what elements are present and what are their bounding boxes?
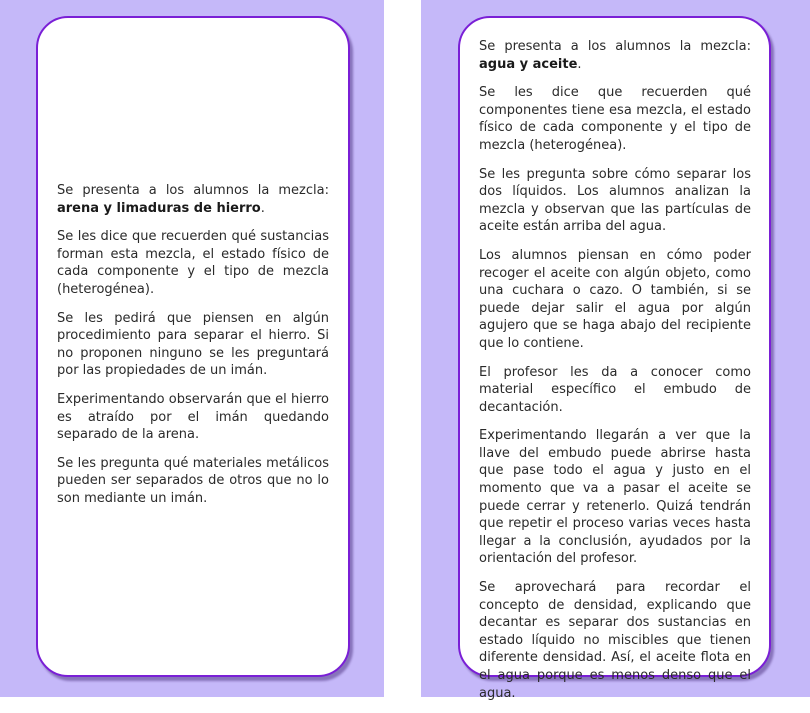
right-card-content	[479, 38, 751, 713]
right-paragraph-2: Se les dice que recuerden qué componentes tiene esa mezcla, el estado físico de cada componente y el tipo de mezcla (heterogénea).	[479, 85, 751, 153]
left-card-content	[57, 182, 329, 519]
right-card	[458, 16, 771, 701]
left-paragraph-1	[57, 182, 329, 217]
left-p1-end: .	[260, 200, 265, 216]
right-p1-mixture: agua y aceite	[479, 56, 578, 72]
right-paragraph-4: Los alumnos piensan en cómo poder recoger el aceite con algún objeto, como una cuchara o cazo. O también, si se puede dejar salir el agua por algún agujero que se haga abajo del recipiente que lo contiene.	[479, 247, 751, 351]
left-paragraph-5: Se les pregunta qué materiales metálicos pueden ser separados de otros que no lo son mediante un imán.	[57, 455, 329, 506]
left-card	[36, 16, 350, 677]
right-paragraph-3: Se les pregunta sobre cómo separar los dos líquidos. Los alumnos analizan la mezcla y observan que las partículas de aceite están arriba del agua.	[479, 166, 751, 235]
right-p1-end: .	[577, 56, 582, 72]
right-paragraph-1	[479, 38, 751, 73]
left-p1-mixture: arena y limaduras de hierro	[57, 200, 261, 216]
left-paragraph-3: Se les pedirá que piensen en algún procedimiento para separar el hierro. Si no proponen ninguno se les preguntará por las propiedades de un imán.	[57, 310, 329, 379]
right-paragraph-7: Se aprovechará para recordar el concepto de densidad, explicando que decantar es separar dos sustancias en estado líquido no miscibles que tienen diferente densidad. Así, el aceite flota en el agua porque es menos denso que el agua.	[479, 580, 751, 701]
right-paragraph-5: El profesor les da a conocer como material específico el embudo de decantación.	[479, 364, 751, 415]
left-paragraph-4: Experimentando observarán que el hierro es atraído por el imán quedando separado de la arena.	[57, 391, 329, 443]
right-p1-text: Se presenta a los alumnos la mezcla:	[479, 39, 751, 54]
right-paragraph-6: Experimentando llegarán a ver que la llave del embudo puede abrirse hasta que pase todo el agua y justo en el momento que va a pasar el aceite se puede cerrar y retenerlo. Quizá tendrán que repetir el proceso varias veces hasta llegar a la conclusión, ayudados por la orientación del profesor.	[479, 428, 751, 567]
left-p1-text: Se presenta a los alumnos la mezcla:	[57, 183, 329, 198]
left-paragraph-2: Se les dice que recuerden qué sustancias forman esta mezcla, el estado físico de cada componente y el tipo de mezcla (heterogénea).	[57, 229, 329, 297]
